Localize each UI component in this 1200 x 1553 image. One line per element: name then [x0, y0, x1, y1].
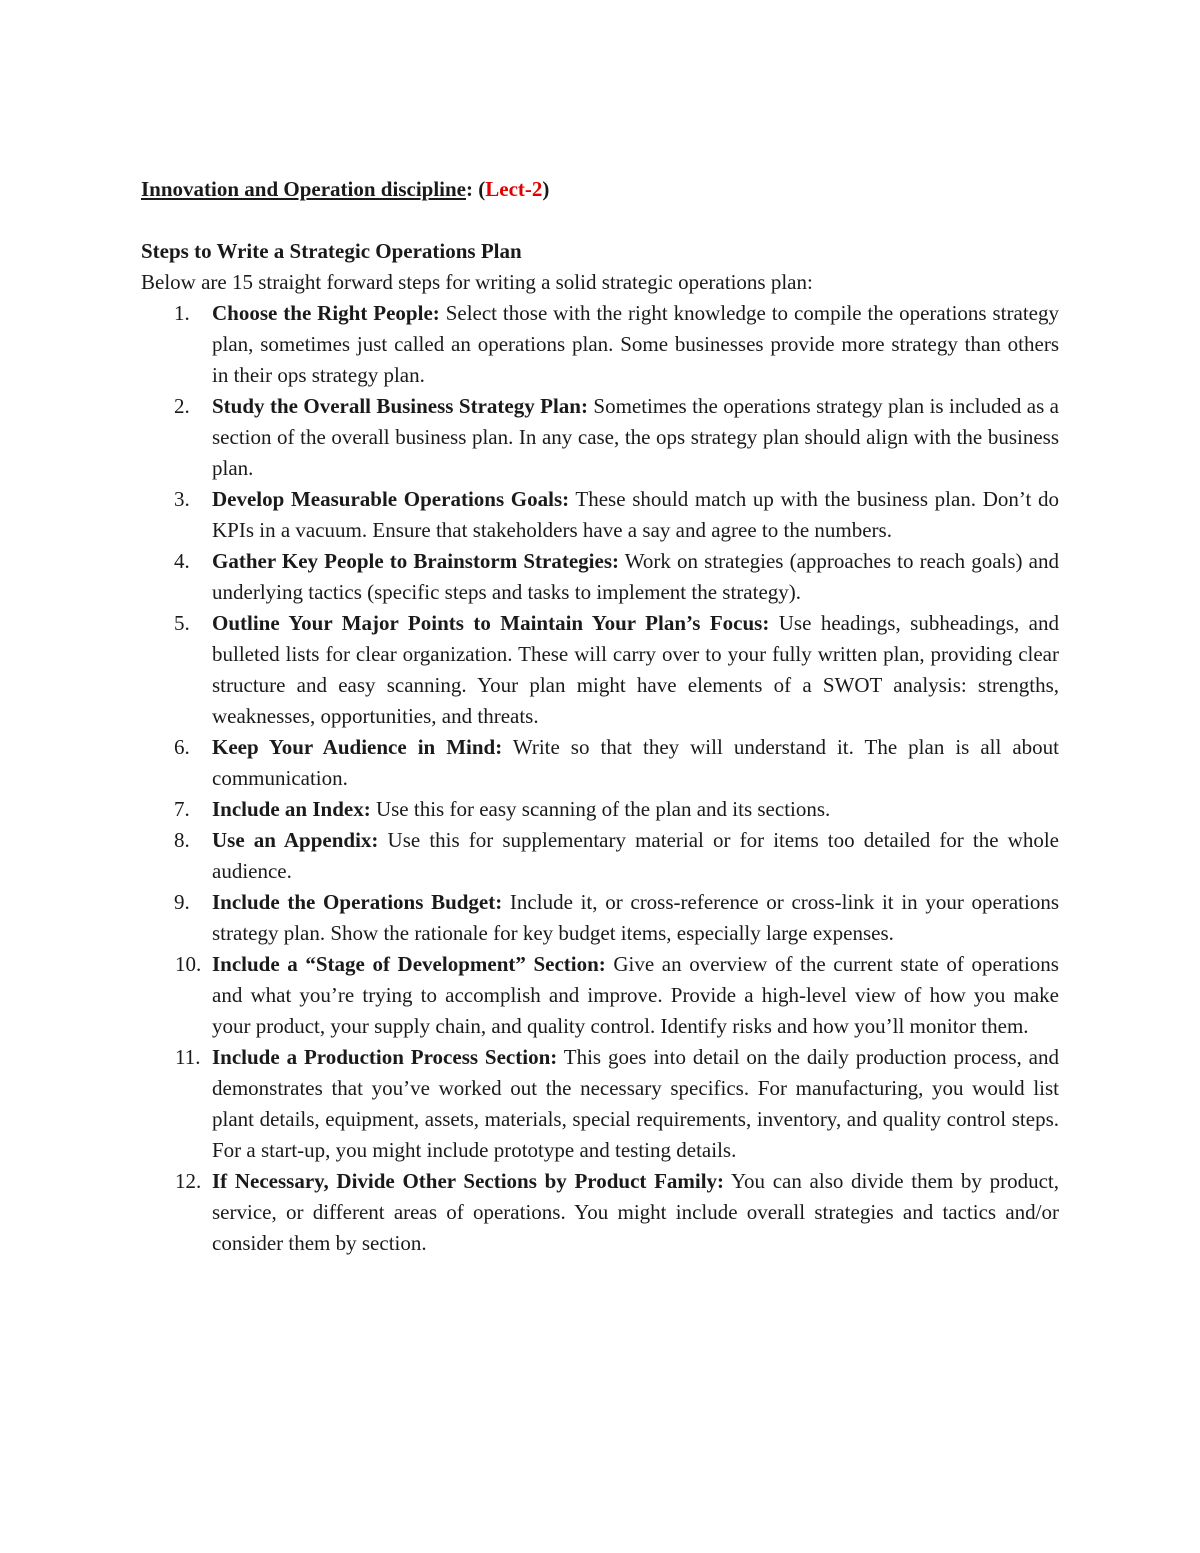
item-number: 7. [174, 797, 190, 821]
intro-paragraph: Below are 15 straight forward steps for writing a solid strategic operations plan: [141, 270, 813, 294]
item-number: 8. [174, 828, 190, 852]
title-text: Innovation and Operation discipline [141, 177, 466, 201]
item-term: Include a “Stage of Development” Section: [212, 952, 606, 976]
item-term: Use an Appendix: [212, 828, 379, 852]
item-term: Keep Your Audience in Mind: [212, 735, 503, 759]
title-separator: : ( [466, 177, 486, 201]
list-item [141, 949, 1059, 1042]
item-text: Include it, or cross-reference or cross-link it in your operations strategy plan. Show the rationale for key budget items, especially large expenses. [212, 890, 1060, 945]
list-item [141, 484, 1059, 546]
list-item [141, 794, 1059, 825]
item-text: Give an overview of the current state of operations and what you’re trying to accomplish and improve. Provide a high-level view of how you make your product, your supply chain, and quality control. Identify risks and how you’ll monitor them. [212, 952, 1059, 1038]
item-text: Use headings, subheadings, and bulleted lists for clear organization. These will carry over to your fully written plan, providing clear structure and easy scanning. Your plan might have elements of a SWOT analysis: strengths, weaknesses, opportunities, and threats. [212, 611, 1059, 728]
title-close: ) [542, 177, 550, 201]
item-text: Write so that they will understand it. The plan is all about communication. [212, 735, 1059, 790]
item-number: 10. [175, 952, 202, 976]
list-item [141, 298, 1059, 391]
item-text: Use this for supplementary material or for items too detailed for the whole audience. [212, 828, 1059, 883]
item-term: Develop Measurable Operations Goals: [212, 487, 570, 511]
item-text: These should match up with the business plan. Don’t do KPIs in a vacuum. Ensure that stakeholders have a say and agree to the numbers. [212, 487, 1059, 542]
item-term: Outline Your Major Points to Maintain Your Plan’s Focus: [212, 611, 770, 635]
list-item [141, 391, 1059, 484]
item-term: Study the Overall Business Strategy Plan: [212, 394, 588, 418]
item-term: Include an Index: [212, 797, 371, 821]
list-item [141, 1166, 1059, 1259]
item-term: If Necessary, Divide Other Sections by Product Family: [212, 1169, 725, 1193]
item-text: Select those with the right knowledge to compile the operations strategy plan, sometimes just called an operations plan. Some businesses provide more strategy than others in their ops strategy plan. [212, 301, 1059, 387]
lecture-label: Lect-2 [485, 177, 543, 201]
list-item [141, 732, 1059, 794]
list-item [141, 546, 1059, 608]
section-heading: Steps to Write a Strategic Operations Plan [141, 239, 522, 263]
item-number: 9. [174, 890, 190, 914]
item-text: Use this for easy scanning of the plan and its sections. [370, 797, 831, 821]
item-number: 2. [174, 394, 190, 418]
item-number: 1. [174, 301, 190, 325]
list-item [141, 608, 1059, 732]
list-item [141, 825, 1059, 887]
item-term: Include a Production Process Section: [212, 1045, 558, 1069]
item-number: 3. [174, 487, 190, 511]
item-number: 6. [174, 735, 190, 759]
item-text: This goes into detail on the daily production process, and demonstrates that you’ve worked out the necessary specifics. For manufacturing, you would list plant details, equipment, assets, materials, special requirements, inventory, and quality control steps. For a start-up, you might include prototype and testing details. [212, 1045, 1059, 1162]
item-term: Include the Operations Budget: [212, 890, 503, 914]
item-number: 12. [175, 1169, 202, 1193]
item-text: Sometimes the operations strategy plan is included as a section of the overall business plan. In any case, the ops strategy plan should align with the business plan. [212, 394, 1059, 480]
list-item [141, 887, 1059, 949]
item-text: You can also divide them by product, service, or different areas of operations. You might include overall strategies and tactics and/or consider them by section. [212, 1169, 1059, 1255]
item-number: 4. [174, 549, 190, 573]
list-item [141, 1042, 1059, 1166]
steps-list [141, 298, 1059, 1259]
document-page [141, 174, 1059, 1259]
item-number: 11. [175, 1045, 201, 1069]
item-text: Work on strategies (approaches to reach goals) and underlying tactics (specific steps and tasks to implement the strategy). [212, 549, 1059, 604]
item-term: Gather Key People to Brainstorm Strategies: [212, 549, 620, 573]
blank-line [141, 205, 1059, 236]
item-number: 5. [174, 611, 190, 635]
document-title [141, 174, 1059, 205]
item-term: Choose the Right People: [212, 301, 440, 325]
